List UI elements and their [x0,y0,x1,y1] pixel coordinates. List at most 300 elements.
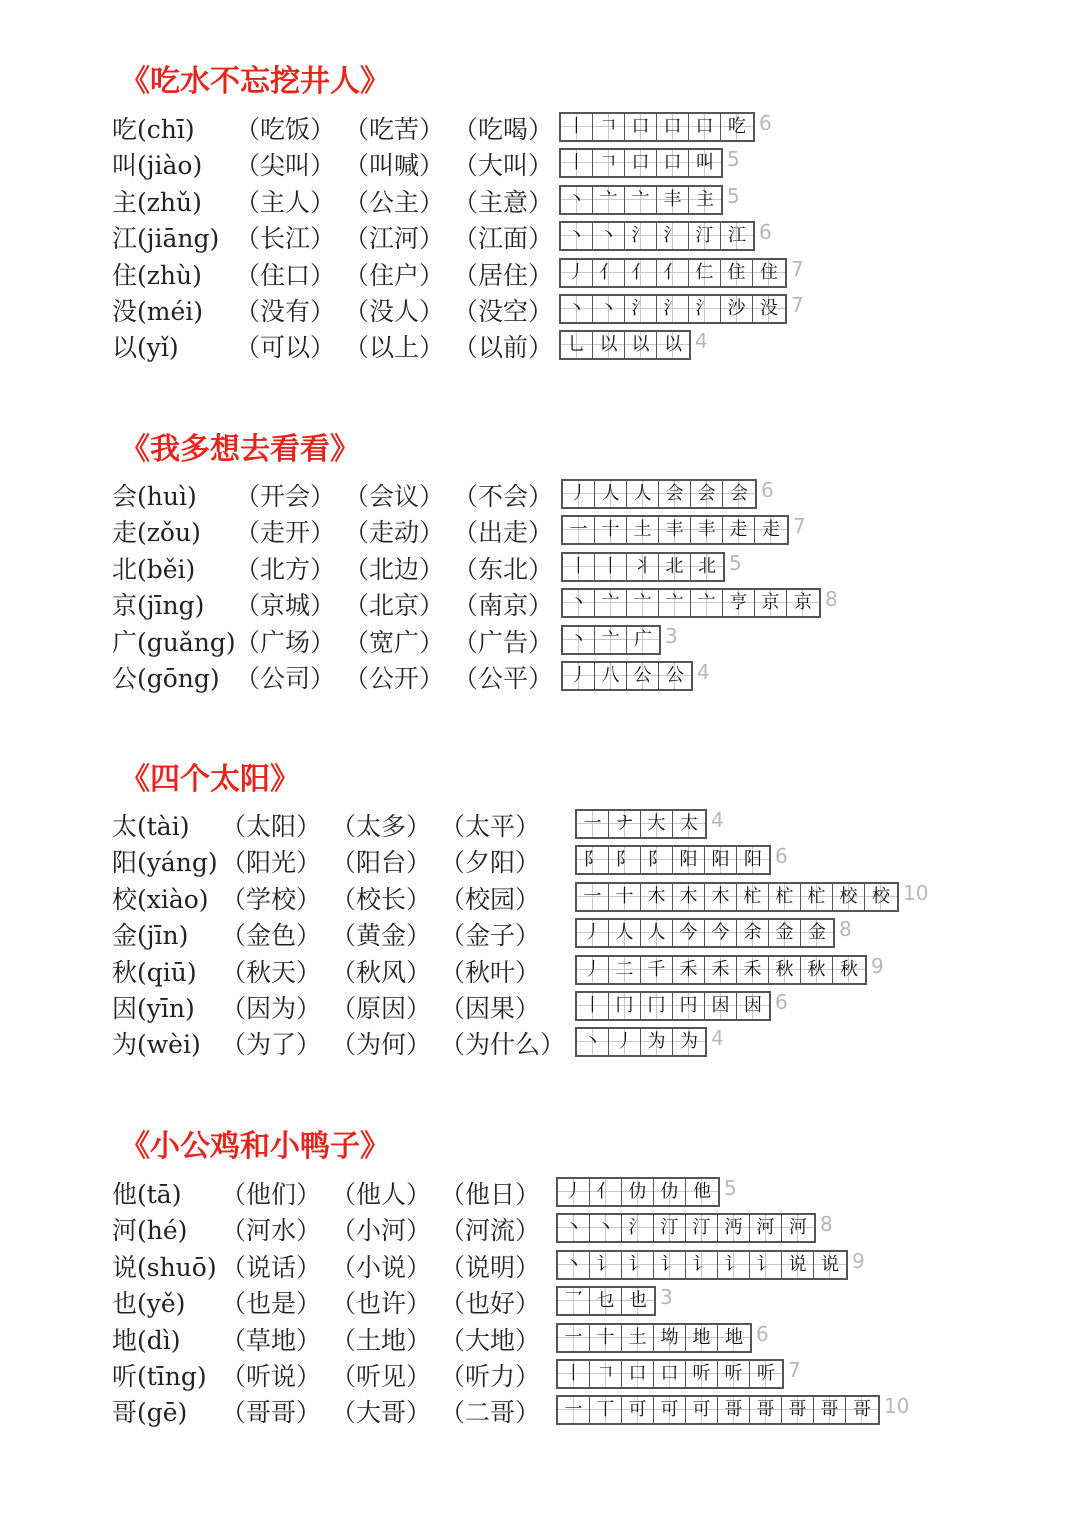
example-word: （北京） [344,591,445,621]
stroke-cell: 秋 [801,957,833,983]
example-word: （大叫） [453,151,554,181]
stroke-cell: 可 [654,1397,686,1423]
stroke-cell: 说 [814,1252,846,1278]
stroke-cell: 会 [691,481,723,507]
stroke-order-grid [575,809,707,839]
example-word: （公司） [235,664,336,693]
stroke-cell: 大 [641,811,673,837]
example-word: （也许） [331,1289,432,1319]
example-word: （夕阳） [440,848,541,878]
stroke-cell: 丶 [558,1252,590,1278]
example-word: （阳光） [221,848,322,878]
stroke-cell: 丶 [558,1215,590,1241]
stroke-cell: 讠 [622,1252,654,1278]
example-word: （尖叫） [235,151,336,181]
stroke-order-grid [556,1395,880,1425]
character-pinyin: 秋(qiū) [112,957,197,987]
stroke-cell: 𠃍 [593,114,625,140]
stroke-cell: 秋 [769,957,801,983]
stroke-cell: 仁 [689,260,721,286]
stroke-cell: 丿 [563,663,595,689]
example-word: （阳台） [331,848,432,878]
stroke-cell: 土 [622,1325,654,1351]
stroke-cell: 公 [659,663,691,689]
stroke-cell: 乛 [558,1288,590,1314]
stroke-order-grid [559,185,723,215]
character-pinyin: 会(huì) [112,482,197,511]
stroke-cell: 𠃍 [590,1361,622,1387]
stroke-cell: 氵 [689,296,721,322]
stroke-count: 8 [825,587,838,612]
character-row [0,882,1080,918]
example-word: （因果） [440,994,541,1023]
example-word: （走动） [344,518,445,548]
example-word: （太多） [331,812,432,841]
stroke-order-grid [575,882,899,912]
stroke-cell: 以 [625,332,657,358]
stroke-cell: 吃 [721,114,753,140]
character-pinyin: 主(zhǔ) [112,187,202,217]
example-word: （广告） [453,627,554,657]
character-pinyin: 也(yě) [112,1289,186,1319]
stroke-cell: 为 [673,1029,705,1055]
stroke-count: 6 [775,844,788,869]
stroke-cell: 沙 [721,296,753,322]
character-pinyin: 听(tīng) [112,1362,207,1391]
stroke-order-grid [561,661,693,691]
stroke-cell: 丶 [563,590,595,616]
character-pinyin: 没(méi) [112,297,204,326]
stroke-cell: 讠 [654,1252,686,1278]
stroke-cell: 丶 [561,187,593,213]
stroke-cell: 亨 [723,590,755,616]
stroke-cell: 校 [833,884,865,910]
stroke-cell: 乚 [561,332,593,358]
stroke-cell: 汀 [689,223,721,249]
stroke-cell: 金 [769,920,801,946]
example-word: （北方） [235,554,336,584]
lesson-title: 《小公鸡和小鸭子》 [120,1129,390,1164]
stroke-cell: 丰 [659,517,691,543]
stroke-count: 6 [759,220,772,245]
stroke-cell: 讠 [590,1252,622,1278]
example-word: （开会） [235,482,336,511]
lesson-title: 《四个太阳》 [120,762,300,797]
stroke-cell: 丶 [563,627,595,653]
example-word: （主人） [235,187,336,217]
stroke-cell: 以 [657,332,689,358]
character-row [0,1027,1080,1063]
stroke-order-grid [559,148,723,178]
character-row [0,112,1080,148]
stroke-cell: 丨 [561,150,593,176]
character-pinyin: 吃(chī) [112,115,195,144]
example-word: （说话） [221,1252,322,1282]
character-row [0,1359,1080,1395]
stroke-cell: 丶 [577,1029,609,1055]
stroke-order-grid [559,258,787,288]
stroke-count: 6 [756,1321,769,1346]
character-row [0,1213,1080,1249]
stroke-cell: 京 [755,590,787,616]
stroke-cell: 讠 [750,1252,782,1278]
example-word: （公开） [344,664,445,693]
example-word: （吃饭） [235,115,336,144]
example-word: （叫喊） [344,151,445,181]
stroke-cell: 阝 [609,847,641,873]
stroke-cell: 没 [753,296,785,322]
stroke-cell: 八 [595,663,627,689]
stroke-cell: 哥 [718,1397,750,1423]
stroke-order-grid [561,625,661,655]
stroke-cell: 二 [609,957,641,983]
stroke-count: 4 [711,808,724,832]
character-pinyin: 金(jīn) [112,921,189,951]
character-pinyin: 京(jīng) [112,591,205,621]
example-word: （吃苦） [344,115,445,144]
stroke-count: 10 [884,1394,910,1419]
character-row [0,588,1080,624]
stroke-cell: 住 [753,260,785,286]
stroke-cell: 汀 [686,1215,718,1241]
example-word: （听力） [440,1362,541,1391]
example-word: （东北） [453,554,554,584]
example-word: （听说） [221,1362,322,1391]
stroke-cell: 禾 [673,957,705,983]
character-row [0,552,1080,588]
stroke-count: 4 [695,329,708,354]
stroke-count: 7 [791,293,804,317]
stroke-cell: 丰 [691,517,723,543]
stroke-cell: 金 [801,920,833,946]
example-word: （哥哥） [221,1398,322,1428]
example-word: （听见） [331,1362,432,1391]
stroke-cell: 千 [641,957,673,983]
stroke-cell: 丨 [595,554,627,580]
stroke-count: 3 [665,623,678,648]
character-row [0,809,1080,845]
stroke-cell: 丿 [609,1029,641,1055]
stroke-cell: 一 [577,884,609,910]
stroke-cell: 阳 [737,847,769,873]
character-row [0,479,1080,515]
character-row [0,1395,1080,1431]
stroke-cell: 丶 [561,296,593,322]
stroke-cell: 口 [657,150,689,176]
stroke-cell: 丿 [577,920,609,946]
stroke-cell: 也 [622,1288,654,1314]
stroke-order-grid [561,515,789,545]
character-pinyin: 阳(yáng) [112,848,218,878]
stroke-cell: 河 [750,1215,782,1241]
character-pinyin: 校(xiào) [112,884,209,914]
stroke-cell: 禾 [737,957,769,983]
lesson-title: 《我多想去看看》 [120,432,360,467]
stroke-cell: 会 [723,481,755,507]
stroke-order-grid [559,221,755,251]
stroke-order-grid [556,1323,752,1353]
example-word: （河流） [440,1216,541,1246]
stroke-cell: 十 [595,517,627,543]
lesson-title: 《吃水不忘挖井人》 [120,64,390,99]
stroke-cell: 一 [558,1325,590,1351]
example-word: （没有） [235,297,336,326]
stroke-cell: 住 [721,260,753,286]
stroke-count: 9 [871,953,884,978]
stroke-count: 9 [852,1248,865,1273]
stroke-cell: 木 [705,884,737,910]
stroke-count: 5 [727,183,740,208]
example-word: （不会） [453,482,554,511]
stroke-cell: 以 [593,332,625,358]
example-word: （小河） [331,1216,432,1246]
example-word: （南京） [453,591,554,621]
stroke-cell: 丨 [563,554,595,580]
character-row [0,515,1080,551]
character-pinyin: 江(jiāng) [112,224,220,254]
character-pinyin: 住(zhù) [112,260,202,290]
example-word: （住口） [235,260,336,290]
stroke-cell: 乜 [590,1288,622,1314]
stroke-cell: 口 [657,114,689,140]
stroke-cell: 校 [865,884,897,910]
stroke-cell: 口 [622,1361,654,1387]
example-word: （为了） [221,1030,322,1060]
example-word: （学校） [221,884,322,914]
stroke-cell: 亻 [593,260,625,286]
example-word: （会议） [344,482,445,511]
stroke-cell: 丨 [561,114,593,140]
character-row [0,1286,1080,1322]
stroke-cell: 人 [627,481,659,507]
character-pinyin: 北(běi) [112,554,196,584]
character-row [0,258,1080,294]
character-row [0,661,1080,697]
stroke-order-grid [559,294,787,324]
stroke-cell: 丰 [657,187,689,213]
stroke-cell: 口 [654,1361,686,1387]
stroke-cell: 杧 [737,884,769,910]
example-word: （出走） [453,518,554,548]
stroke-cell: 丿 [563,481,595,507]
example-word: （金子） [440,921,541,951]
stroke-cell: 丶 [590,1215,622,1241]
stroke-cell: 余 [737,920,769,946]
example-word: （秋天） [221,957,322,987]
example-word: （他人） [331,1180,432,1209]
stroke-cell: 仂 [654,1179,686,1205]
character-pinyin: 叫(jiào) [112,151,203,181]
character-row [0,185,1080,221]
stroke-count: 6 [761,478,774,502]
example-word: （他日） [440,1180,541,1209]
stroke-cell: 人 [595,481,627,507]
stroke-cell: 亻 [657,260,689,286]
stroke-cell: 京 [787,590,819,616]
character-pinyin: 走(zǒu) [112,518,201,548]
example-word: （没人） [344,297,445,326]
example-word: （也好） [440,1289,541,1319]
example-word: （太平） [440,812,541,841]
stroke-count: 8 [839,917,852,942]
example-word: （江面） [453,224,554,254]
stroke-cell: 今 [673,920,705,946]
stroke-count: 4 [711,1026,724,1051]
stroke-count: 7 [788,1358,801,1382]
example-word: （以上） [344,333,445,363]
stroke-cell: 冂 [609,993,641,1019]
character-row [0,991,1080,1027]
stroke-order-grid [556,1177,720,1207]
example-word: （京城） [235,591,336,621]
stroke-order-grid [559,112,755,142]
example-word: （草地） [221,1325,322,1355]
stroke-order-grid [575,1027,707,1057]
stroke-count: 7 [791,256,804,281]
stroke-cell: 人 [641,920,673,946]
stroke-cell: 木 [641,884,673,910]
stroke-cell: 听 [750,1361,782,1387]
example-word: （江河） [344,224,445,254]
stroke-cell: 听 [718,1361,750,1387]
stroke-cell: 杧 [769,884,801,910]
stroke-order-grid [559,330,691,360]
character-pinyin: 太(tài) [112,812,190,841]
stroke-cell: 亠 [659,590,691,616]
stroke-order-grid [575,845,771,875]
stroke-cell: 为 [641,1029,673,1055]
stroke-cell: 叫 [689,150,721,176]
stroke-cell: 公 [627,663,659,689]
example-word: （住户） [344,260,445,290]
example-word: （以前） [453,333,554,363]
example-word: （吃喝） [453,115,554,144]
stroke-cell: 听 [686,1361,718,1387]
stroke-cell: 丿 [561,260,593,286]
stroke-cell: 讠 [686,1252,718,1278]
stroke-cell: 讠 [718,1252,750,1278]
character-row [0,294,1080,330]
stroke-cell: 说 [782,1252,814,1278]
character-row [0,330,1080,366]
stroke-order-grid [561,479,757,509]
stroke-cell: 走 [723,517,755,543]
stroke-cell: 哥 [782,1397,814,1423]
stroke-order-grid [561,588,821,618]
stroke-cell: 氵 [622,1215,654,1241]
stroke-cell: 丶 [593,223,625,249]
stroke-count: 5 [729,550,742,575]
character-pinyin: 公(gōng) [112,664,220,693]
stroke-cell: 阝 [577,847,609,873]
stroke-cell: 亠 [691,590,723,616]
stroke-cell: 丬 [627,554,659,580]
stroke-cell: 北 [659,554,691,580]
stroke-order-grid [556,1359,784,1389]
example-word: （秋叶） [440,957,541,987]
example-word: （为何） [331,1030,432,1060]
example-word: （说明） [440,1252,541,1282]
example-word: （没空） [453,297,554,326]
stroke-cell: 因 [737,993,769,1019]
stroke-cell: 亠 [627,590,659,616]
character-pinyin: 为(wèi) [112,1030,201,1060]
character-pinyin: 哥(gē) [112,1398,188,1428]
character-row [0,918,1080,954]
example-word: （校园） [440,884,541,914]
character-pinyin: 说(shuō) [112,1252,217,1282]
stroke-cell: 一 [558,1397,590,1423]
stroke-cell: 冂 [641,993,673,1019]
character-row [0,955,1080,991]
stroke-cell: 亠 [593,187,625,213]
stroke-cell: 丨 [558,1361,590,1387]
stroke-order-grid [556,1213,816,1243]
stroke-cell: 十 [609,884,641,910]
character-pinyin: 河(hé) [112,1216,188,1246]
stroke-cell: 杧 [801,884,833,910]
stroke-cell: 走 [755,517,787,543]
stroke-count: 6 [759,111,772,135]
stroke-cell: 江 [721,223,753,249]
stroke-cell: 禾 [705,957,737,983]
stroke-order-grid [575,918,835,948]
example-word: （小说） [331,1252,432,1282]
stroke-cell: 地 [686,1325,718,1351]
stroke-order-grid [575,955,867,985]
stroke-cell: 亻 [625,260,657,286]
stroke-order-grid [561,552,725,582]
stroke-cell: 十 [590,1325,622,1351]
stroke-cell: 丶 [561,223,593,249]
character-pinyin: 地(dì) [112,1325,181,1355]
stroke-cell: 亠 [625,187,657,213]
stroke-count: 5 [727,147,740,172]
stroke-cell: 坳 [654,1325,686,1351]
example-word: （广场） [235,627,336,657]
example-word: （秋风） [331,957,432,987]
stroke-cell: 氵 [657,223,689,249]
example-word: （大地） [440,1325,541,1355]
stroke-cell: 太 [673,811,705,837]
stroke-cell: ナ [609,811,641,837]
example-word: （金色） [221,921,322,951]
stroke-cell: 円 [673,993,705,1019]
stroke-cell: 口 [689,114,721,140]
stroke-cell: 他 [686,1179,718,1205]
example-word: （土地） [331,1325,432,1355]
stroke-order-grid [556,1250,848,1280]
stroke-count: 3 [660,1285,673,1310]
example-word: （可以） [235,333,336,363]
stroke-cell: 氵 [625,296,657,322]
example-word: （也是） [221,1289,322,1319]
stroke-order-grid [556,1286,656,1316]
stroke-cell: 哥 [814,1397,846,1423]
stroke-cell: 哥 [750,1397,782,1423]
character-row [0,1323,1080,1359]
example-word: （公主） [344,187,445,217]
stroke-cell: 北 [691,554,723,580]
stroke-cell: 𠃍 [593,150,625,176]
stroke-cell: 亠 [595,590,627,616]
character-row [0,1250,1080,1286]
stroke-cell: 主 [689,187,721,213]
character-row [0,625,1080,661]
example-word: （北边） [344,554,445,584]
stroke-cell: 丶 [593,296,625,322]
stroke-cell: 河 [782,1215,814,1241]
